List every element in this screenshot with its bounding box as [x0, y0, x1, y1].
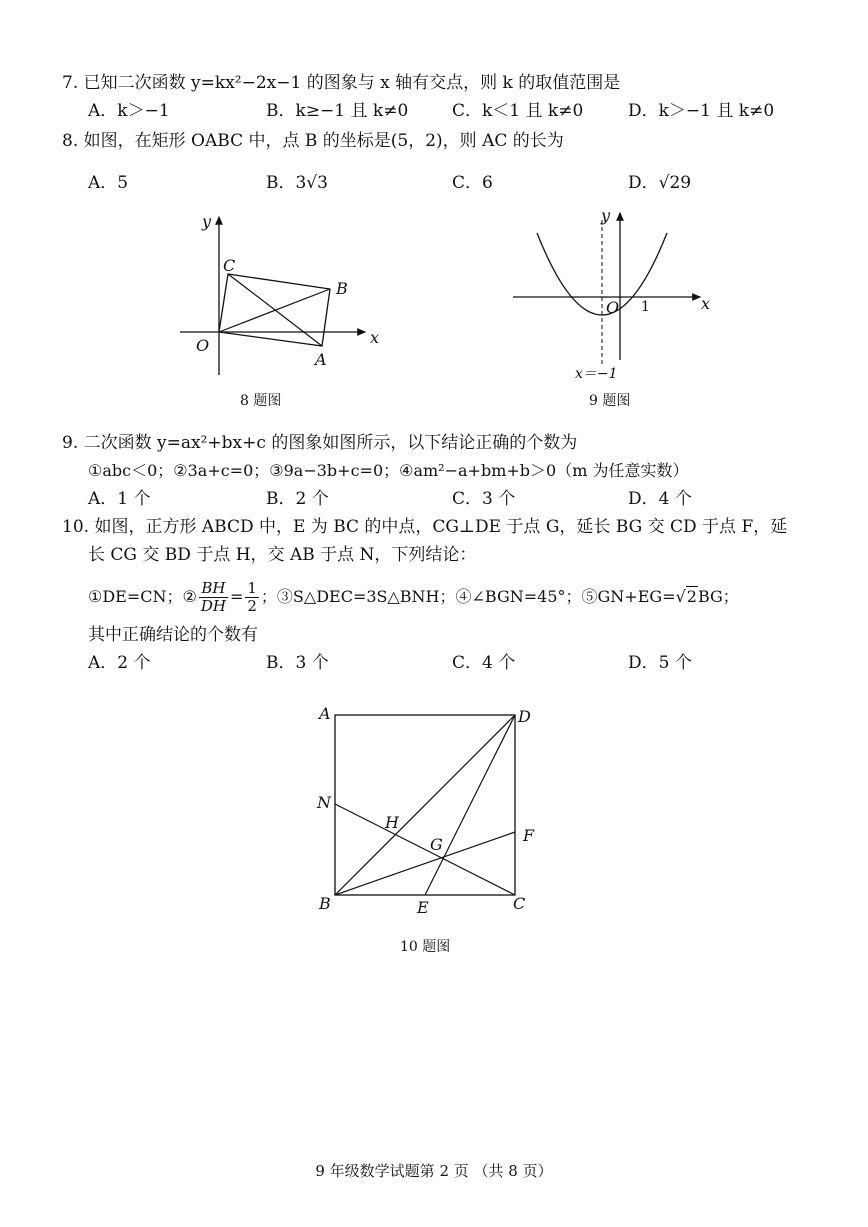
q10-equals: =: [229, 587, 244, 606]
fig8-label-c: C: [223, 256, 236, 275]
q8-stem: [62, 130, 564, 152]
fig9-label-x: x: [701, 294, 711, 313]
q10-option-b: B．3 个: [266, 653, 329, 673]
fig10-label-h: H: [385, 813, 399, 832]
q10-bg: BG；: [697, 587, 739, 606]
q9-option-c: C．3 个: [452, 489, 516, 509]
fig10-label-n: N: [317, 793, 331, 812]
q7-option-a: A．k＞−1: [88, 101, 170, 121]
fig8-diagonal-ob: [219, 289, 330, 332]
q10-conclusion-rest: ；③S△DEC=3S△BNH；④∠BGN=45°；⑤GN+EG=: [260, 587, 676, 606]
fig10-segment-bf: [335, 832, 515, 895]
fig9-label-axis: x＝−1: [575, 366, 618, 382]
fig8-label-a: A: [315, 350, 327, 369]
q10-option-c: C．4 个: [452, 653, 516, 673]
q10-frac-denominator: DH: [200, 597, 226, 615]
fig10-label-c: C: [513, 894, 526, 913]
q10-stem-line2: 长 CG 交 BD 于点 H，交 AB 于点 N，下列结论：: [88, 545, 477, 565]
q10-option-d: D．5 个: [628, 653, 692, 673]
q8-option-a: A．5: [88, 173, 129, 193]
q10-count-line: 其中正确结论的个数有: [88, 625, 258, 645]
fig10-label-g: G: [430, 835, 443, 854]
fig10-segment-cn: [335, 804, 515, 895]
figure-9: [505, 205, 725, 385]
q9-stem: [62, 432, 577, 454]
q10-number: 10.: [62, 517, 90, 537]
page-footer: 9 年级数学试题第 2 页 （共 8 页）: [315, 1162, 553, 1180]
fig8-label-o: O: [196, 336, 210, 355]
q8-option-c: C．6: [452, 173, 493, 193]
q7-option-d: D．k＞−1 且 k≠0: [628, 101, 775, 121]
q9-option-d: D．4 个: [628, 489, 692, 509]
fig8-label-y: y: [202, 212, 212, 231]
q8-number: 8.: [62, 131, 79, 151]
q7-option-c: C．k＜1 且 k≠0: [452, 101, 584, 121]
q7-text: 已知二次函数 y=kx²−2x−1 的图象与 x 轴有交点，则 k 的取值范围是: [83, 73, 621, 93]
q7-number: 7.: [62, 73, 79, 93]
q10-sqrt-value: 2: [686, 587, 697, 606]
figure-8: [170, 205, 400, 385]
q9-option-a: A．1 个: [88, 489, 151, 509]
q10-conclusion-1: ①DE=CN；②: [88, 587, 197, 606]
q9-text: 二次函数 y=ax²+bx+c 的图象如图所示，以下结论正确的个数为: [83, 433, 578, 453]
fig10-label-f: F: [523, 826, 535, 845]
q10-fraction-half: [245, 580, 259, 615]
figure-10: [305, 700, 565, 930]
q7-stem: [62, 72, 620, 94]
fig8-label-b: B: [336, 279, 348, 298]
q10-fraction-bh-dh: [199, 580, 228, 615]
q8-option-d: D．√29: [628, 173, 692, 193]
fig9-label-y: y: [601, 206, 611, 225]
q10-stem-line1: [62, 516, 787, 538]
q8-option-b: B．3√3: [266, 173, 328, 193]
fig10-diagonal-bd: [335, 715, 515, 895]
q10-text-1: 如图，正方形 ABCD 中，E 为 BC 的中点，CG⊥DE 于点 G，延长 BG 交 CD 于点 F，延: [94, 517, 788, 537]
fig8-caption: 8 题图: [240, 393, 282, 409]
q8-text: 如图，在矩形 OABC 中，点 B 的坐标是(5，2)，则 AC 的长为: [83, 131, 564, 151]
fig10-label-a: A: [319, 704, 331, 723]
fig10-label-b: B: [319, 894, 331, 913]
q10-frac-numerator: BH: [199, 580, 228, 598]
fig8-label-x: x: [370, 328, 380, 347]
fig10-label-e: E: [417, 898, 429, 917]
fig9-caption: 9 题图: [589, 393, 631, 409]
q10-option-a: A．2 个: [88, 653, 151, 673]
q9-number: 9.: [62, 433, 79, 453]
q7-option-b: B．k≥−1 且 k≠0: [266, 101, 409, 121]
q9-option-b: B．2 个: [266, 489, 329, 509]
q10-frac2-denominator: 2: [247, 597, 257, 615]
fig10-label-d: D: [518, 707, 531, 726]
q10-sqrt-sign: √: [675, 587, 686, 606]
fig9-label-o: O: [606, 298, 620, 317]
fig9-label-1: 1: [641, 299, 650, 315]
q10-conclusions: [88, 580, 739, 615]
q9-conclusions: ①abc＜0；②3a+c=0；③9a−3b+c=0；④am²−a+bm+b＞0（m 为任意实数）: [88, 461, 689, 480]
fig10-segment-de: [425, 715, 515, 895]
q10-frac2-numerator: 1: [247, 579, 257, 597]
fig10-caption: 10 题图: [400, 939, 451, 955]
